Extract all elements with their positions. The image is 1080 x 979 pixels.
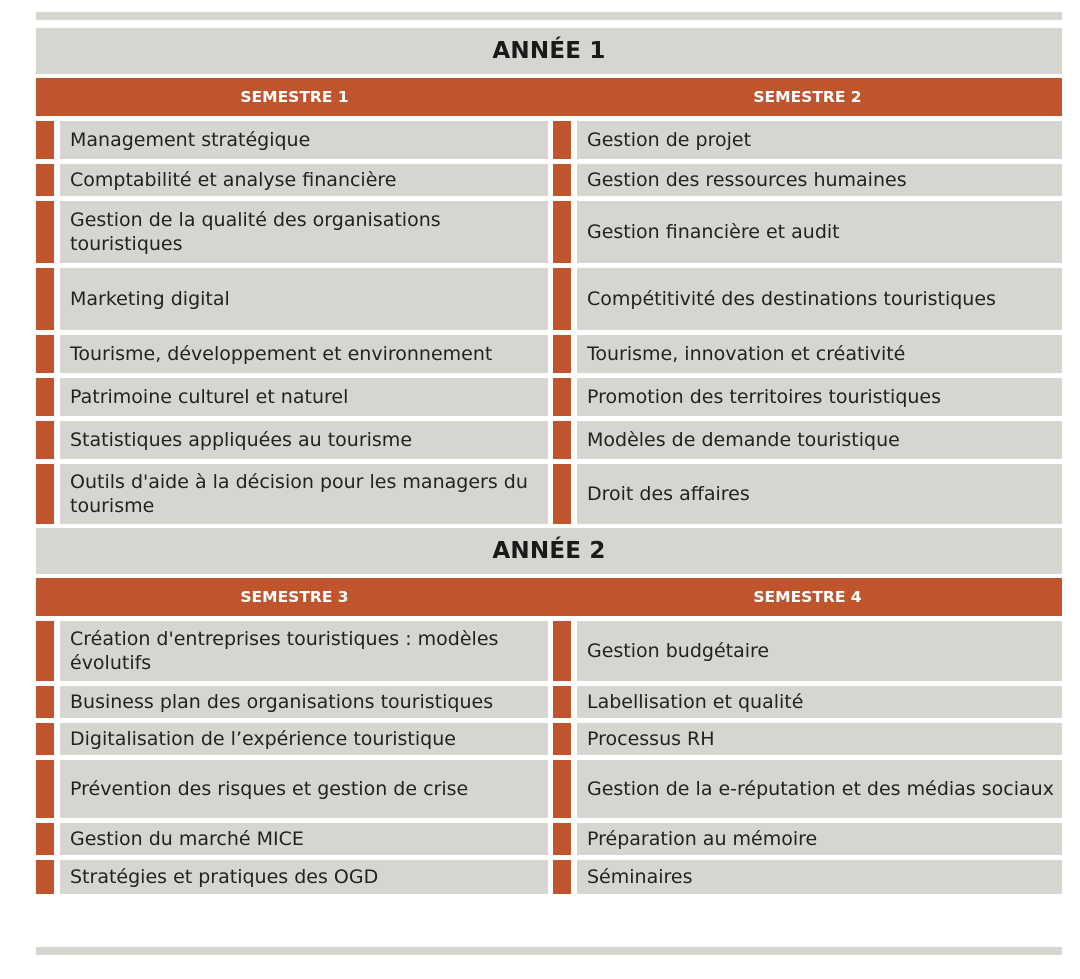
row-marker bbox=[36, 335, 54, 373]
semester-header: SEMESTRE 3 bbox=[36, 578, 553, 616]
course-cell: Droit des affaires bbox=[577, 464, 1062, 524]
course-cell: Statistiques appliquées au tourisme bbox=[60, 421, 548, 459]
year-header: ANNÉE 1 bbox=[36, 28, 1062, 74]
row-marker bbox=[36, 201, 54, 263]
row-marker bbox=[36, 421, 54, 459]
course-cell: Digitalisation de l’expérience touristique bbox=[60, 723, 548, 755]
course-cell: Séminaires bbox=[577, 860, 1062, 894]
row-marker bbox=[553, 201, 571, 263]
row-marker bbox=[553, 421, 571, 459]
row-marker bbox=[553, 268, 571, 330]
row-marker bbox=[36, 823, 54, 855]
course-cell: Préparation au mémoire bbox=[577, 823, 1062, 855]
course-cell: Création d'entreprises touristiques : modèles évolutifs bbox=[60, 621, 548, 681]
course-cell: Gestion de la e-réputation et des médias sociaux bbox=[577, 760, 1062, 818]
row-marker bbox=[553, 686, 571, 718]
row-marker bbox=[36, 378, 54, 416]
course-cell: Promotion des territoires touristiques bbox=[577, 378, 1062, 416]
top-rule bbox=[36, 12, 1062, 20]
row-marker bbox=[553, 335, 571, 373]
course-cell: Patrimoine culturel et naturel bbox=[60, 378, 548, 416]
course-cell: Gestion de projet bbox=[577, 121, 1062, 159]
course-cell: Management stratégique bbox=[60, 121, 548, 159]
row-marker bbox=[553, 464, 571, 524]
row-marker bbox=[36, 723, 54, 755]
course-cell: Marketing digital bbox=[60, 268, 548, 330]
row-marker bbox=[36, 760, 54, 818]
course-cell: Modèles de demande touristique bbox=[577, 421, 1062, 459]
course-cell: Gestion budgétaire bbox=[577, 621, 1062, 681]
course-cell: Gestion financière et audit bbox=[577, 201, 1062, 263]
row-marker bbox=[553, 121, 571, 159]
row-marker bbox=[553, 164, 571, 196]
row-marker bbox=[553, 723, 571, 755]
course-cell: Outils d'aide à la décision pour les managers du tourisme bbox=[60, 464, 548, 524]
curriculum-table bbox=[36, 28, 1062, 894]
course-cell: Gestion des ressources humaines bbox=[577, 164, 1062, 196]
course-cell: Tourisme, innovation et créativité bbox=[577, 335, 1062, 373]
row-marker bbox=[553, 860, 571, 894]
bottom-rule bbox=[36, 947, 1062, 955]
row-marker bbox=[36, 164, 54, 196]
semester-header: SEMESTRE 4 bbox=[553, 578, 1062, 616]
row-marker bbox=[36, 121, 54, 159]
course-cell: Gestion du marché MICE bbox=[60, 823, 548, 855]
course-cell: Prévention des risques et gestion de crise bbox=[60, 760, 548, 818]
row-marker bbox=[36, 464, 54, 524]
year-header: ANNÉE 2 bbox=[36, 528, 1062, 574]
course-cell: Stratégies et pratiques des OGD bbox=[60, 860, 548, 894]
course-cell: Comptabilité et analyse financière bbox=[60, 164, 548, 196]
semester-header: SEMESTRE 1 bbox=[36, 78, 553, 116]
row-marker bbox=[36, 686, 54, 718]
row-marker bbox=[36, 860, 54, 894]
row-marker bbox=[36, 268, 54, 330]
course-cell: Business plan des organisations touristiques bbox=[60, 686, 548, 718]
course-cell: Processus RH bbox=[577, 723, 1062, 755]
semester-header: SEMESTRE 2 bbox=[553, 78, 1062, 116]
row-marker bbox=[553, 621, 571, 681]
row-marker bbox=[36, 621, 54, 681]
row-marker bbox=[553, 823, 571, 855]
row-marker bbox=[553, 378, 571, 416]
course-cell: Compétitivité des destinations touristiques bbox=[577, 268, 1062, 330]
course-cell: Labellisation et qualité bbox=[577, 686, 1062, 718]
course-cell: Gestion de la qualité des organisations touristiques bbox=[60, 201, 548, 263]
course-cell: Tourisme, développement et environnement bbox=[60, 335, 548, 373]
row-marker bbox=[553, 760, 571, 818]
